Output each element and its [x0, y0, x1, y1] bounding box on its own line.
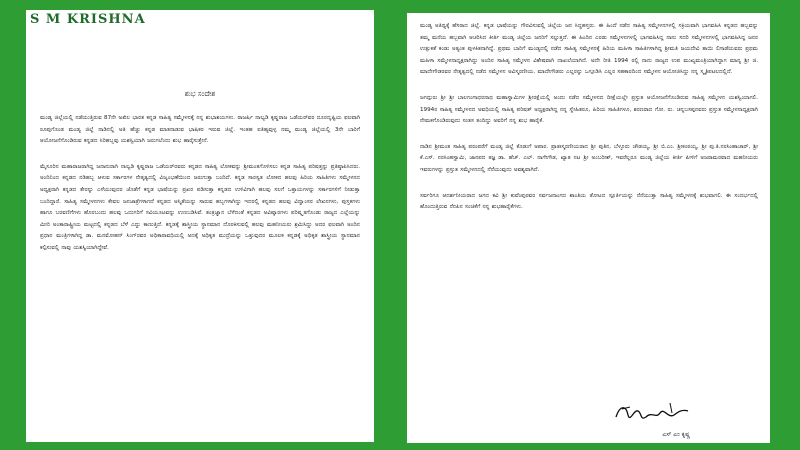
signature-name: ಎಸ್ ಎಂ ಕೃಷ್ಣ — [662, 431, 690, 438]
left-paragraph-1: ಮಂಡ್ಯ ಜಿಲ್ಲೆಯಲ್ಲಿ ನಡೆಯುತ್ತಿರುವ 87ನೇ ಅಖಿಲ ಭಾರತ ಕನ್ನಡ ಸಾಹಿತ್ಯ ಸಮ್ಮೇಳನಕ್ಕೆ ನನ್ನ ಶುಭಾಶಯಗಳು. ರಾಜರ್ಷಿ ನಾಲ್ವಡಿ ಕೃಷ್ಣರಾಜ ಒಡೆಯರ್‌ವರ ದೂರದೃಷ್ಟಿಯ ಫಲವಾಗಿ ರೂಪುಗೊಂಡ ಮಂಡ್ಯ ಜಿಲ್ಲೆ ನಾಡಿನಲ್ಲಿ ಅತಿ ಹೆಚ್ಚು ಕನ್ನಡ ಮಾತನಾಡುವ ಭಾಷಿಕರ ಇರುವ ಜಿಲ್ಲೆ. ಇಂತಹ ಐತಿಹ್ಯವುಳ್ಳ ನಮ್ಮ ಮಂಡ್ಯ ಜಿಲ್ಲೆಯಲ್ಲಿ 3ನೇ ಬಾರಿಗೆ ಆಯೋಜನೆಗೊಂಡಿರುವ ಕನ್ನಡದ ಸಿರಿಹಬ್ಬವು ಯಶಸ್ವಿಯಾಗಿ ಜರುಗಲೆಂದು ಶುಭ ಹಾರೈಸುತ್ತೇನೆ. — [40, 115, 360, 145]
page-heading: ಶುಭ ಸಂದೇಶ — [184, 90, 216, 98]
right-paragraph-2: ಜಗದ್ಗುರು ಶ್ರೀ ಶ್ರೀ ಬಾಲಗಂಗಾಧರನಾಥ ಮಹಾಸ್ವಾಮಿಗಳ ಶ್ರೀರಕ್ಷೆಯಲ್ಲಿ ಅಂದು ನಡೆದ ಸಮ್ಮೇಳನದ ದೀಕ್ಷೆಯಲ್ಲೇ ಪ್ರಸ್ತುತ ಆಯೋಜನೆಗೊಂಡಿರುವ ಸಾಹಿತ್ಯ ಸಮ್ಮೇಳನ ಯಶಸ್ವಿಯಾಗಲಿ. 1994ರ ಸಾಹಿತ್ಯ ಸಮ್ಮೇಳನದ ಅವಧಿಯಲ್ಲಿ ಸಾಹಿತ್ಯ ಪರಿಷತ್ ಅಧ್ಯಕ್ಷರಾಗಿದ್ದ ನನ್ನ ಸ್ನೇಹಿತರೂ, ಹಿರಿಯ ಸಾಹಿತಿಗಳೂ, ಶರಣರಾದ ಗೋ. ರು. ಚನ್ನಬಸಪ್ಪನವರು ಪ್ರಸ್ತುತ ಸಮ್ಮೇಳನಾಧ್ಯಕ್ಷರಾಗಿ ನೇಮಕಗೊಂಡಿರುವುದು ಸಂತಸ ತಂದಿದ್ದು ಅವರಿಗೆ ನನ್ನ ಶುಭ ಹಾರೈಕೆ. — [420, 94, 758, 125]
right-paragraph-1: ಮಂಡ್ಯ ಅತಿಥ್ಯಕ್ಕೆ ಹೆಸರಾದ ಜಿಲ್ಲೆ. ಕನ್ನಡ ಭಾಷೆಯನ್ನು ಗೌರವಿಸುವಲ್ಲಿ ಜಿಲ್ಲೆಯ ಜನ ಸಿದ್ಧಹಸ್ತರು. ಈ ಹಿಂದೆ ನಡೆದ ಸಾಹಿತ್ಯ ಸಮ್ಮೇಳನಗಳಲ್ಲಿ ಸಕ್ರಿಯವಾಗಿ ಭಾಗವಹಿಸಿ ಕನ್ನಡದ ಹಬ್ಬವನ್ನು ತಮ್ಮ ಮನೆಯ ಹಬ್ಬವಾಗಿ ಆಚರಿಸಿದ ಕೀರ್ತಿ ಮಂಡ್ಯ ಜಿಲ್ಲೆಯ ಜನರಿಗೆ ಸಲ್ಲುತ್ತದೆ. ಈ ಹಿಂದಿನ ಎರಡು ಸಮ್ಮೇಳನಗಳಲ್ಲಿ ಭಾಗವಹಿಸಿದ್ದ ನಾನು ಸದರಿ ಸಮ್ಮೇಳನಗಳಲ್ಲಿ ಭಾಗವಹಿಸಿದ್ದ ಜನರ ಉತ್ಸುಕತೆ ಕಂಡು ಅತ್ಯಂತ ಪುಳಕಿತನಾಗಿದ್ದೆ. ಪ್ರಥಮ ಬಾರಿಗೆ ಮಂಡ್ಯದಲ್ಲಿ ನಡೆದ ಸಾಹಿತ್ಯ ಸಮ್ಮೇಳನಕ್ಕೆ ಹಿರಿಯ ಮಹಿಳಾ ಸಾಹಿತಿಗಳಾಗಿದ್ದ ಶ್ರೀಮತಿ ಜಯದೇವಿ ತಾಯಿ ಲಿಗಾಡೆಯವರು ಪ್ರಥಮ ಮಹಿಳಾ ಸಮ್ಮೇಳನಾಧ್ಯಕ್ಷರಾಗಿದ್ದು ಅಂದಿನ ಸಾಹಿತ್ಯ ಸಮ್ಮೇಳನ ವಿಶೇಷವಾಗಿ ದಾಖಲೆಯಾಗಿದೆ. ಅದೇ ರೀತಿ 1994 ರಲ್ಲಿ ನಾನು ರಾಜ್ಯದ ಉಪ ಮುಖ್ಯಮಂತ್ರಿಯಾಗಿದ್ದಾಗ ಮಾನ್ಯ ಶ್ರೀ ಜಿ. ಮಾದೇಗೌಡರವರ ನೇತೃತ್ವದಲ್ಲಿ ನಡೆದ ಸಮ್ಮೇಳನ ಅವಿಸ್ಮರಣೀಯ. ಮಾದೇಗೌಡರು ಎಲ್ಲರನ್ನು ಒಗ್ಗೂಡಿಸಿ ಎಲ್ಲರ ಸಹಕಾರದಿಂದ ಸಮ್ಮೇಳನ ಆಯೋಜಿಸಿದ್ದು ನನ್ನ ಸ್ಮೃತಿಪಟಲದಲ್ಲಿದೆ. — [420, 23, 758, 76]
right-paragraph-4: ಸರ್ವರಿಗೂ ಆದರ್ಶನೀಯರಾದ ಜಗದ ಕವಿ ಶ್ರೀ ಕುವೆಂಪುರವರ ಸರ್ವಜನಾಂಗದ ಶಾಂತಿಯ ತೋಟದ ಸ್ಪೂರ್ತಿಯನ್ನು ನೆನೆಯುತ್ತಾ ಸಾಹಿತ್ಯ ಸಮ್ಮೇಳನಕ್ಕೆ ಶುಭವಾಗಲಿ. ಈ ಸಂದರ್ಭದಲ್ಲಿ ಹೊಂದುತ್ತಿರುವ ನೆನಪಿನ ಸಂಚಿಕೆಗೆ ನನ್ನ ಶುಭಹಾರೈಕೆಗಳು. — [420, 192, 758, 211]
right-paragraph-3: ನಾಡಿನ ಶ್ರೀಮಂತ ಸಾಹಿತ್ಯ ಪರಂಪರೆಗೆ ಮಂಡ್ಯ ಜಿಲ್ಲೆ ಕೊಡುಗೆ ಅಪಾರ. ಪ್ರಾತಃಸ್ಮರಣೀಯರಾದ ಶ್ರೀ ಪುತಿನ, ಬೆಳ್ಳೂರು ಚೌಡಯ್ಯ, ಶ್ರೀ ಬಿ.ಎಂ. ಶ್ರೀಕಂಠಯ್ಯ, ಶ್ರೀ ಪು.ತಿ.ನರಸಿಂಹಾಚಾರ್, ಶ್ರೀ ಕೆ.ಎಸ್. ನರಸಿಂಹಸ್ವಾಮಿ, ಜಾನಪದ ತಜ್ಞ ಡಾ. ಹೆಚ್. ಎಲ್. ನಾಗೇಗೌಡ, ಖ್ಯಾತ ನಟ ಶ್ರೀ ಅಂಬರೀಶ್, ಇವರೆಲ್ಲರೂ ಮಂಡ್ಯ ಜಿಲ್ಲೆಯ ಕೀರ್ತಿ ಪೀಳಿಗೆ ಅಜರಾಮರವಾದ ಮಹನೀಯರು ಇವರುಗಳನ್ನು ಪ್ರಸ್ತುತ ಸಮ್ಮೇಳನದಲ್ಲಿ ನೆನೆಯುವುದು ಅವಶ್ಯವಾಗಿದೆ. — [420, 143, 758, 173]
signature-image — [612, 399, 692, 427]
masthead-title: S M KRISHNA — [30, 12, 146, 27]
right-page — [407, 13, 770, 443]
left-paragraph-2: ಮೈಸೂರಿನ ಮಹಾರಾಜರಾಗಿದ್ದ ಜನಾನುರಾಗಿ ನಾಲ್ವಡಿ ಕೃಷ್ಣರಾಜ ಒಡೆಯರ್‌ರವರು ಕನ್ನಡದ ಸಾಹಿತ್ಯ ಲೋಕವನ್ನು ಶ್ರೀಮಂತಗೊಳಿಸಲು ಕನ್ನಡ ಸಾಹಿತ್ಯ ಪರಿಷತ್ತನ್ನು ಪ್ರತಿಷ್ಠಾಪಿಸಿದರು. ಅಂದಿನಿಂದ ಕನ್ನಡದ ನಡಿಹಬ್ಬ ಆಳುವ ಸರ್ಕಾರಗಳ ನೇತೃತ್ವದಲ್ಲಿ ವಿಜೃಂಭಣೆಯಿಂದ ಜರುಗುತ್ತಾ ಬಂದಿದೆ. ಕನ್ನಡ ಸಾರಸ್ವತ ಲೋಕದ ಹಲವು ಹಿರಿಯ ಸಾಹಿತಿಗಳು ಸಮ್ಮೇಳನದ ಅಧ್ಯಕ್ಷರಾಗಿ ಕನ್ನಡದ ತೇರನ್ನು ಎಳೆಯುವುದರ ಜೊತೆಗೆ ಕನ್ನಡ ಭಾಷೆಯನ್ನು ಪ್ರಖರ ಪಡಿಸುತ್ತಾ ಕನ್ನಡದ ಉಳಿವಿಗಾಗಿ ಹಲವು ಸಲಗೆ ಒತ್ತಾಯಗಳನ್ನು ಸರ್ಕಾರಗಳಿಗೆ ನೀಡುತ್ತಾ ಬಂದಿದ್ದಾರೆ. ಸಾಹಿತ್ಯ ಸಮ್ಮೇಳನಗಳು ಕೇವಲ ಜನಜಾತ್ರೆಗಳಾಗದೆ ಕನ್ನಡದ ಅಸ್ಮಿತೆಯನ್ನು ಸಾರುವ ಹಬ್ಬಗಳಾಗಿದ್ದು ಇದರಲ್ಲಿ ಕನ್ನಡದ ಹಲವು ವಿದ್ವಾಂಸರ ಲೇಖನಗಳು, ಪುಸ್ತಕಗಳು ಹಾಗೂ ಬರವಣಿಗೆಗಳು ಹೊರಬಂದು ಹಲವು ಒದುಗರಿಗೆ ಸವಿಯೂಟವನ್ನು ಉಣಬಡಿಸಿವೆ. ತಂತ್ರಜ್ಞಾನ ಬೆಳೆದಂತೆ ಕನ್ನಡದ ಅವಿಷ್ಕಾರಗಳು ಪರಿಷ್ಕೃತಗೊಂಡು ರಾಜ್ಯದ ಎಲ್ಲೆಯನ್ನು ಮೀರಿ ಅಂತಾರಾಷ್ಟ್ರೀಯ ಮಟ್ಟದಲ್ಲಿ ಕನ್ನಡದ ಬೆಳೆ ಎದ್ದು ಕಾಣುತ್ತಿದೆ. ಕನ್ನಡಕ್ಕೆ ಶಾಸ್ತ್ರೀಯ ಸ್ಥಾನಮಾನ ದೊರಕಿಸುವಲ್ಲಿ ಹಲವು ಮಹನೀಯರು ಶ್ರಮಿಸಿದ್ದು ಅದರ ಫಲವಾಗಿ ಅಂದಿನ ಪ್ರಧಾನ ಮಂತ್ರಿಗಳಾಗಿದ್ದ ಡಾ. ಮನಮೋಹನ್ ಸಿಂಗ್‌ರವರ ಅಧಿಕಾರಾವಧಿಯಲ್ಲಿ ಅದಕ್ಕೆ ಅಧಿಕೃತ ಮುದ್ರೆಯನ್ನು ಒತ್ತುವುದರ ಮೂಲಕ ಕನ್ನಡಕ್ಕೆ ಅಧಿಕೃತ ಶಾಸ್ತ್ರೀಯ ಸ್ಥಾನಮಾನ ಕಲ್ಪಿಸುವಲ್ಲಿ ನಾವು ಯಶಸ್ವಿಯಾಗಿದ್ದೇವೆ. — [40, 163, 360, 251]
left-page — [26, 10, 374, 442]
